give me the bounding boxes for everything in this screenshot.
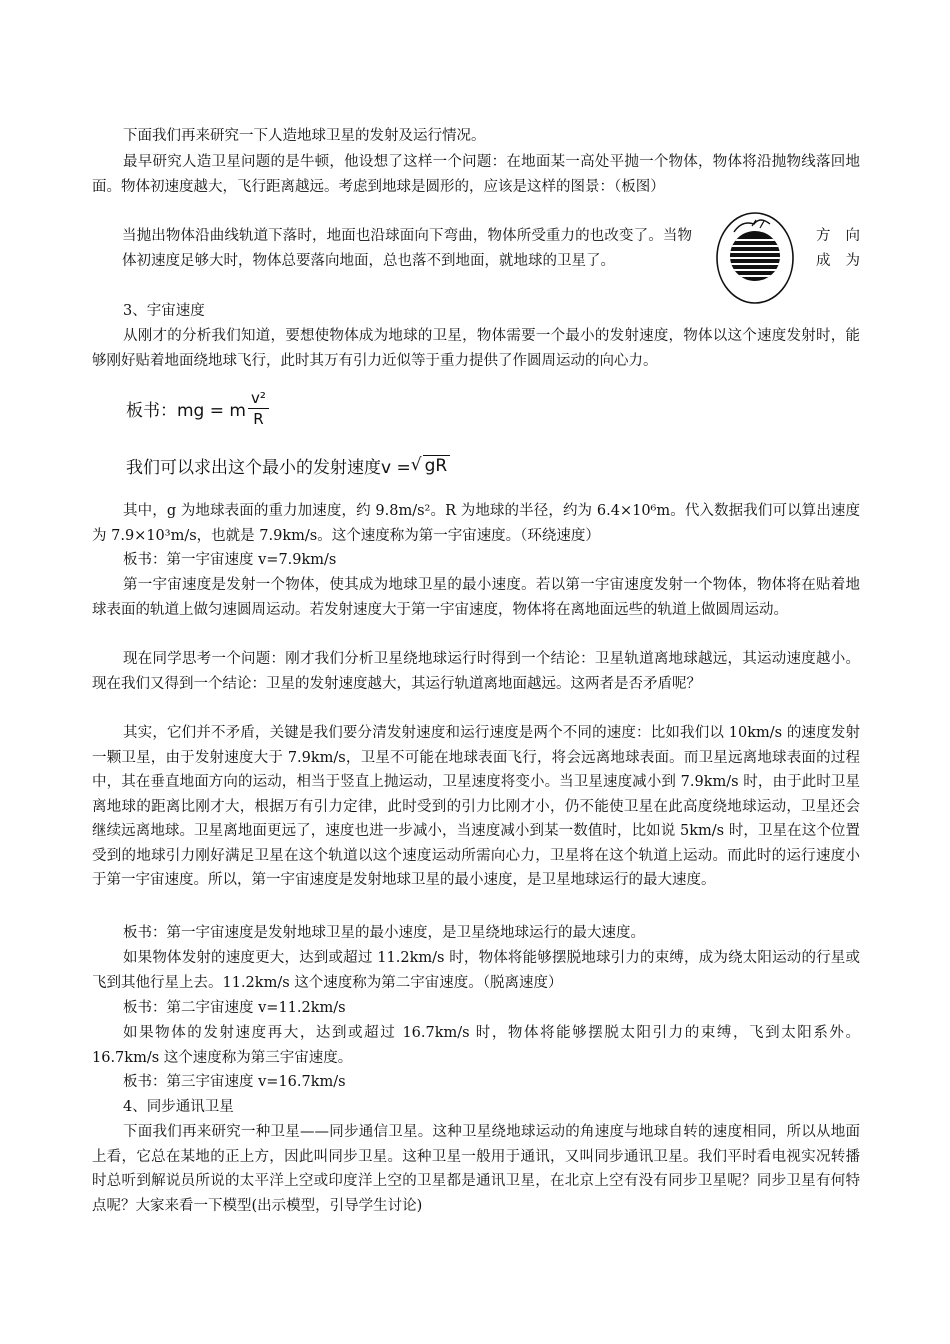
heading-sync-satellite: 4、同步通讯卫星 (123, 1099, 234, 1115)
min-speed-text: 我们可以求出这个最小的发射速度v = (126, 457, 411, 478)
heading-cosmic-speed: 3、宇宙速度 (123, 303, 205, 319)
paragraph-third-speed: 如果物体的发射速度再大，达到或超过 16.7km/s 时，物体将能够摆脱太阳引力的束缚，飞到太阳系外。16.7km/s 这个速度称为第三宇宙速度。 (92, 1025, 860, 1066)
board-first-speed-summary: 板书：第一宇宙速度是发射地球卫星的最小速度，是卫星绕地球运行的最大速度。 (123, 925, 645, 941)
paragraph-newton: 最早研究人造卫星问题的是牛顿，他设想了这样一个问题：在地面某一高处平抛一个物体，物体将沿抛物线落回地面。物体初速度越大，飞行距离越远。考虑到地球是圆形的，应该是这样的图景：（板图） (92, 154, 860, 195)
equation-label: 板书：mg = m (126, 400, 246, 421)
paragraph-intro: 下面我们再来研究一下人造地球卫星的发射及运行情况。 (123, 128, 486, 144)
globe-side-text (816, 224, 860, 273)
paragraph-globe: 当抛出物体沿曲线轨道下落时，地面也沿球面向下弯曲，物体所受重力的也改变了。当物体初速度足够大时，物体总要落向地面，总也落不到地面，就地球的卫星了。 (122, 228, 692, 269)
paragraph-values: 其中，g 为地球表面的重力加速度，约 9.8m/s²。R 为地球的半径，约为 6.4×10⁶m。代入数据我们可以算出速度为 7.9×10³m/s，也就是 7.9km/s。这个速度称为第一宇宙速度。（环绕速度） (92, 503, 860, 544)
paragraph-sync-satellite: 下面我们再来研究一种卫星——同步通信卫星。这种卫星绕地球运动的角速度与地球自转的速度相同，所以从地面上看，它总在某地的正上方，因此叫同步卫星。这种卫星一般用于通讯，又叫同步通讯卫星。我们平时看电视实况转播时总听到解说员所说的太平洋上空或印度洋上空的卫星都是通讯卫星，在北京上空有没有同步卫星呢？同步卫星有何特点呢？大家来看一下模型(出示模型，引导学生讨论) (92, 1124, 860, 1214)
paragraph-explanation: 其实，它们并不矛盾，关键是我们要分清发射速度和运行速度是两个不同的速度：比如我们以 10km/s 的速度发射一颗卫星，由于发射速度大于 7.9km/s，卫星不可能在地球表面飞行，将会远离地球表面。而卫星远离地球表面的过程中，其在垂直地面方向的运动，相当于竖直上抛运动，卫星速度将变小。当卫星速度减小到 7.9km/s 时，由于此时卫星离地球的距离比刚才大，根据万有引力定律，此时受到的引力比刚才小，仍不能使卫星在此高度绕地球运动，卫星还会继续远离地球。卫星离地面更远了，速度也进一步减小，当速度减小到某一数值时，比如说 5km/s 时，卫星在这个位置受到的地球引力刚好满足卫星在这个轨道以这个速度运动所需向心力，卫星将在这个轨道上运动。而此时的运行速度小于第一宇宙速度。所以，第一宇宙速度是发射地球卫星的最小速度，是卫星地球运行的最大速度。 (92, 725, 860, 888)
paragraph-second-speed: 如果物体发射的速度更大，达到或超过 11.2km/s 时，物体将能够摆脱地球引力的束缚，成为绕太阳运动的行星或飞到其他行星上去。11.2km/s 这个速度称为第二宇宙速度。（脱离速度） (92, 950, 860, 991)
equation-fraction (248, 388, 269, 429)
equation-denominator: R (253, 409, 264, 428)
board-second-speed: 板书：第二宇宙速度 v=11.2km/s (123, 1000, 346, 1016)
paragraph-analysis: 从刚才的分析我们知道，要想使物体成为地球的卫星，物体需要一个最小的发射速度，物体以这个速度发射时，能够刚好贴着地面绕地球飞行，此时其万有引力近似等于重力提供了作圆周运动的向心力。 (92, 328, 860, 369)
board-equation (126, 378, 269, 438)
min-speed-formula (126, 450, 450, 480)
paragraph-question: 现在同学思考一个问题：刚才我们分析卫星绕地球运行时得到一个结论：卫星轨道离地球越远，其运动速度越小。现在我们又得到一个结论：卫星的发射速度越大，其运行轨道离地面越远。这两者是否矛盾呢？ (92, 651, 860, 692)
paragraph-first-speed: 第一宇宙速度是发射一个物体，使其成为地球卫星的最小速度。若以第一宇宙速度发射一个物体，物体将在贴着地球表面的轨道上做匀速圆周运动。若发射速度大于第一宇宙速度，物体将在离地面远些的轨道上做圆周运动。 (92, 577, 860, 618)
sqrt-sign: √ (410, 455, 422, 475)
globe-paragraph-block (122, 224, 860, 298)
board-first-speed: 板书：第一宇宙速度 v=7.9km/s (123, 552, 337, 568)
side-text-1: 方 向 (816, 228, 860, 244)
equation-numerator: v² (248, 388, 269, 409)
board-third-speed: 板书：第三宇宙速度 v=16.7km/s (123, 1074, 346, 1090)
globe-icon (712, 210, 798, 306)
side-text-2: 成 为 (816, 252, 860, 269)
sqrt-body: gR (423, 455, 451, 476)
